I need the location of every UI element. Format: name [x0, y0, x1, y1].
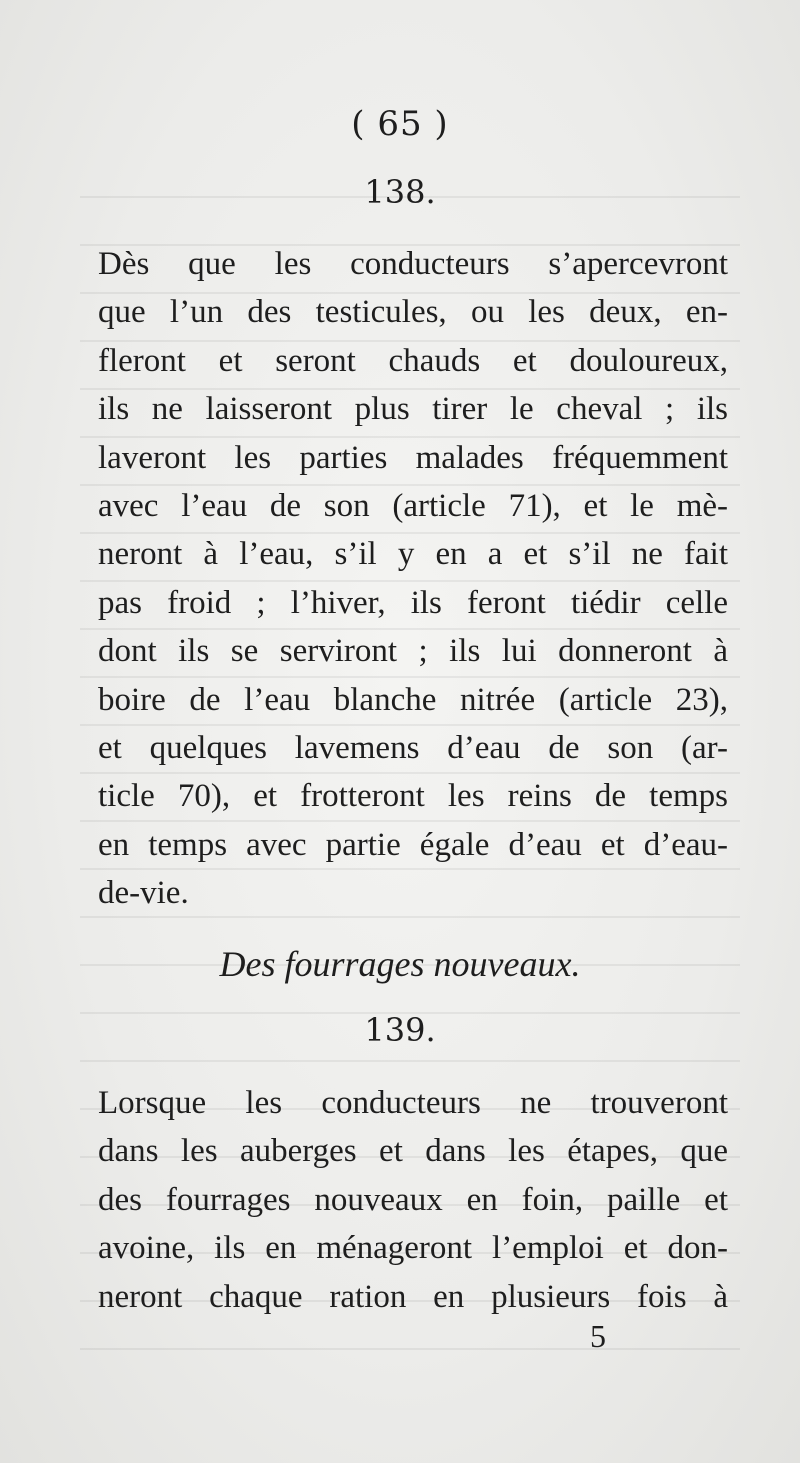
text-line: dont ils se serviront ; ils lui donneront à — [98, 633, 728, 670]
text-line: boire de l’eau blanche nitrée (article 23), — [98, 681, 728, 718]
text-line: en temps avec partie égale d’eau et d’eau- — [98, 826, 728, 863]
text-line: avec l’eau de son (article 71), et le mè- — [98, 487, 728, 524]
text-line: neront chaque ration en plusieurs fois à — [98, 1278, 728, 1315]
text-line: que l’un des testicules, ou les deux, en- — [98, 294, 728, 331]
text-line: laveront les parties malades fréquemment — [98, 439, 728, 476]
text-line: et quelques lavemens d’eau de son (ar- — [98, 729, 728, 766]
section-number-139: 139. — [364, 1011, 436, 1049]
section-subtitle: Des fourrages nouveaux. — [219, 944, 581, 984]
text-line: pas froid ; l’hiver, ils feront tiédir celle — [98, 584, 728, 621]
section-number-138: 138. — [364, 173, 436, 211]
paragraph-138 — [98, 240, 728, 917]
text-line: dans les auberges et dans les étapes, que — [98, 1133, 728, 1170]
paragraph-139 — [98, 1079, 728, 1321]
text-line: fleront et seront chauds et douloureux, — [98, 342, 728, 379]
text-line: neront à l’eau, s’il y en a et s’il ne fait — [98, 536, 728, 573]
text-line: de-vie. — [98, 875, 189, 912]
text-line: ticle 70), et frotteront les reins de temps — [98, 778, 728, 815]
page-header: ( 65 ) — [351, 104, 449, 144]
text-line: avoine, ils en ménageront l’emploi et don- — [98, 1230, 728, 1267]
text-line: Dès que les conducteurs s’apercevront — [98, 246, 728, 282]
signature-mark: 5 — [590, 1318, 606, 1354]
text-line: des fourrages nouveaux en foin, paille et — [98, 1181, 728, 1218]
text-line: Lorsque les conducteurs ne trouveront — [98, 1085, 728, 1121]
text-line: ils ne laisseront plus tirer le cheval ; ils — [98, 391, 728, 428]
